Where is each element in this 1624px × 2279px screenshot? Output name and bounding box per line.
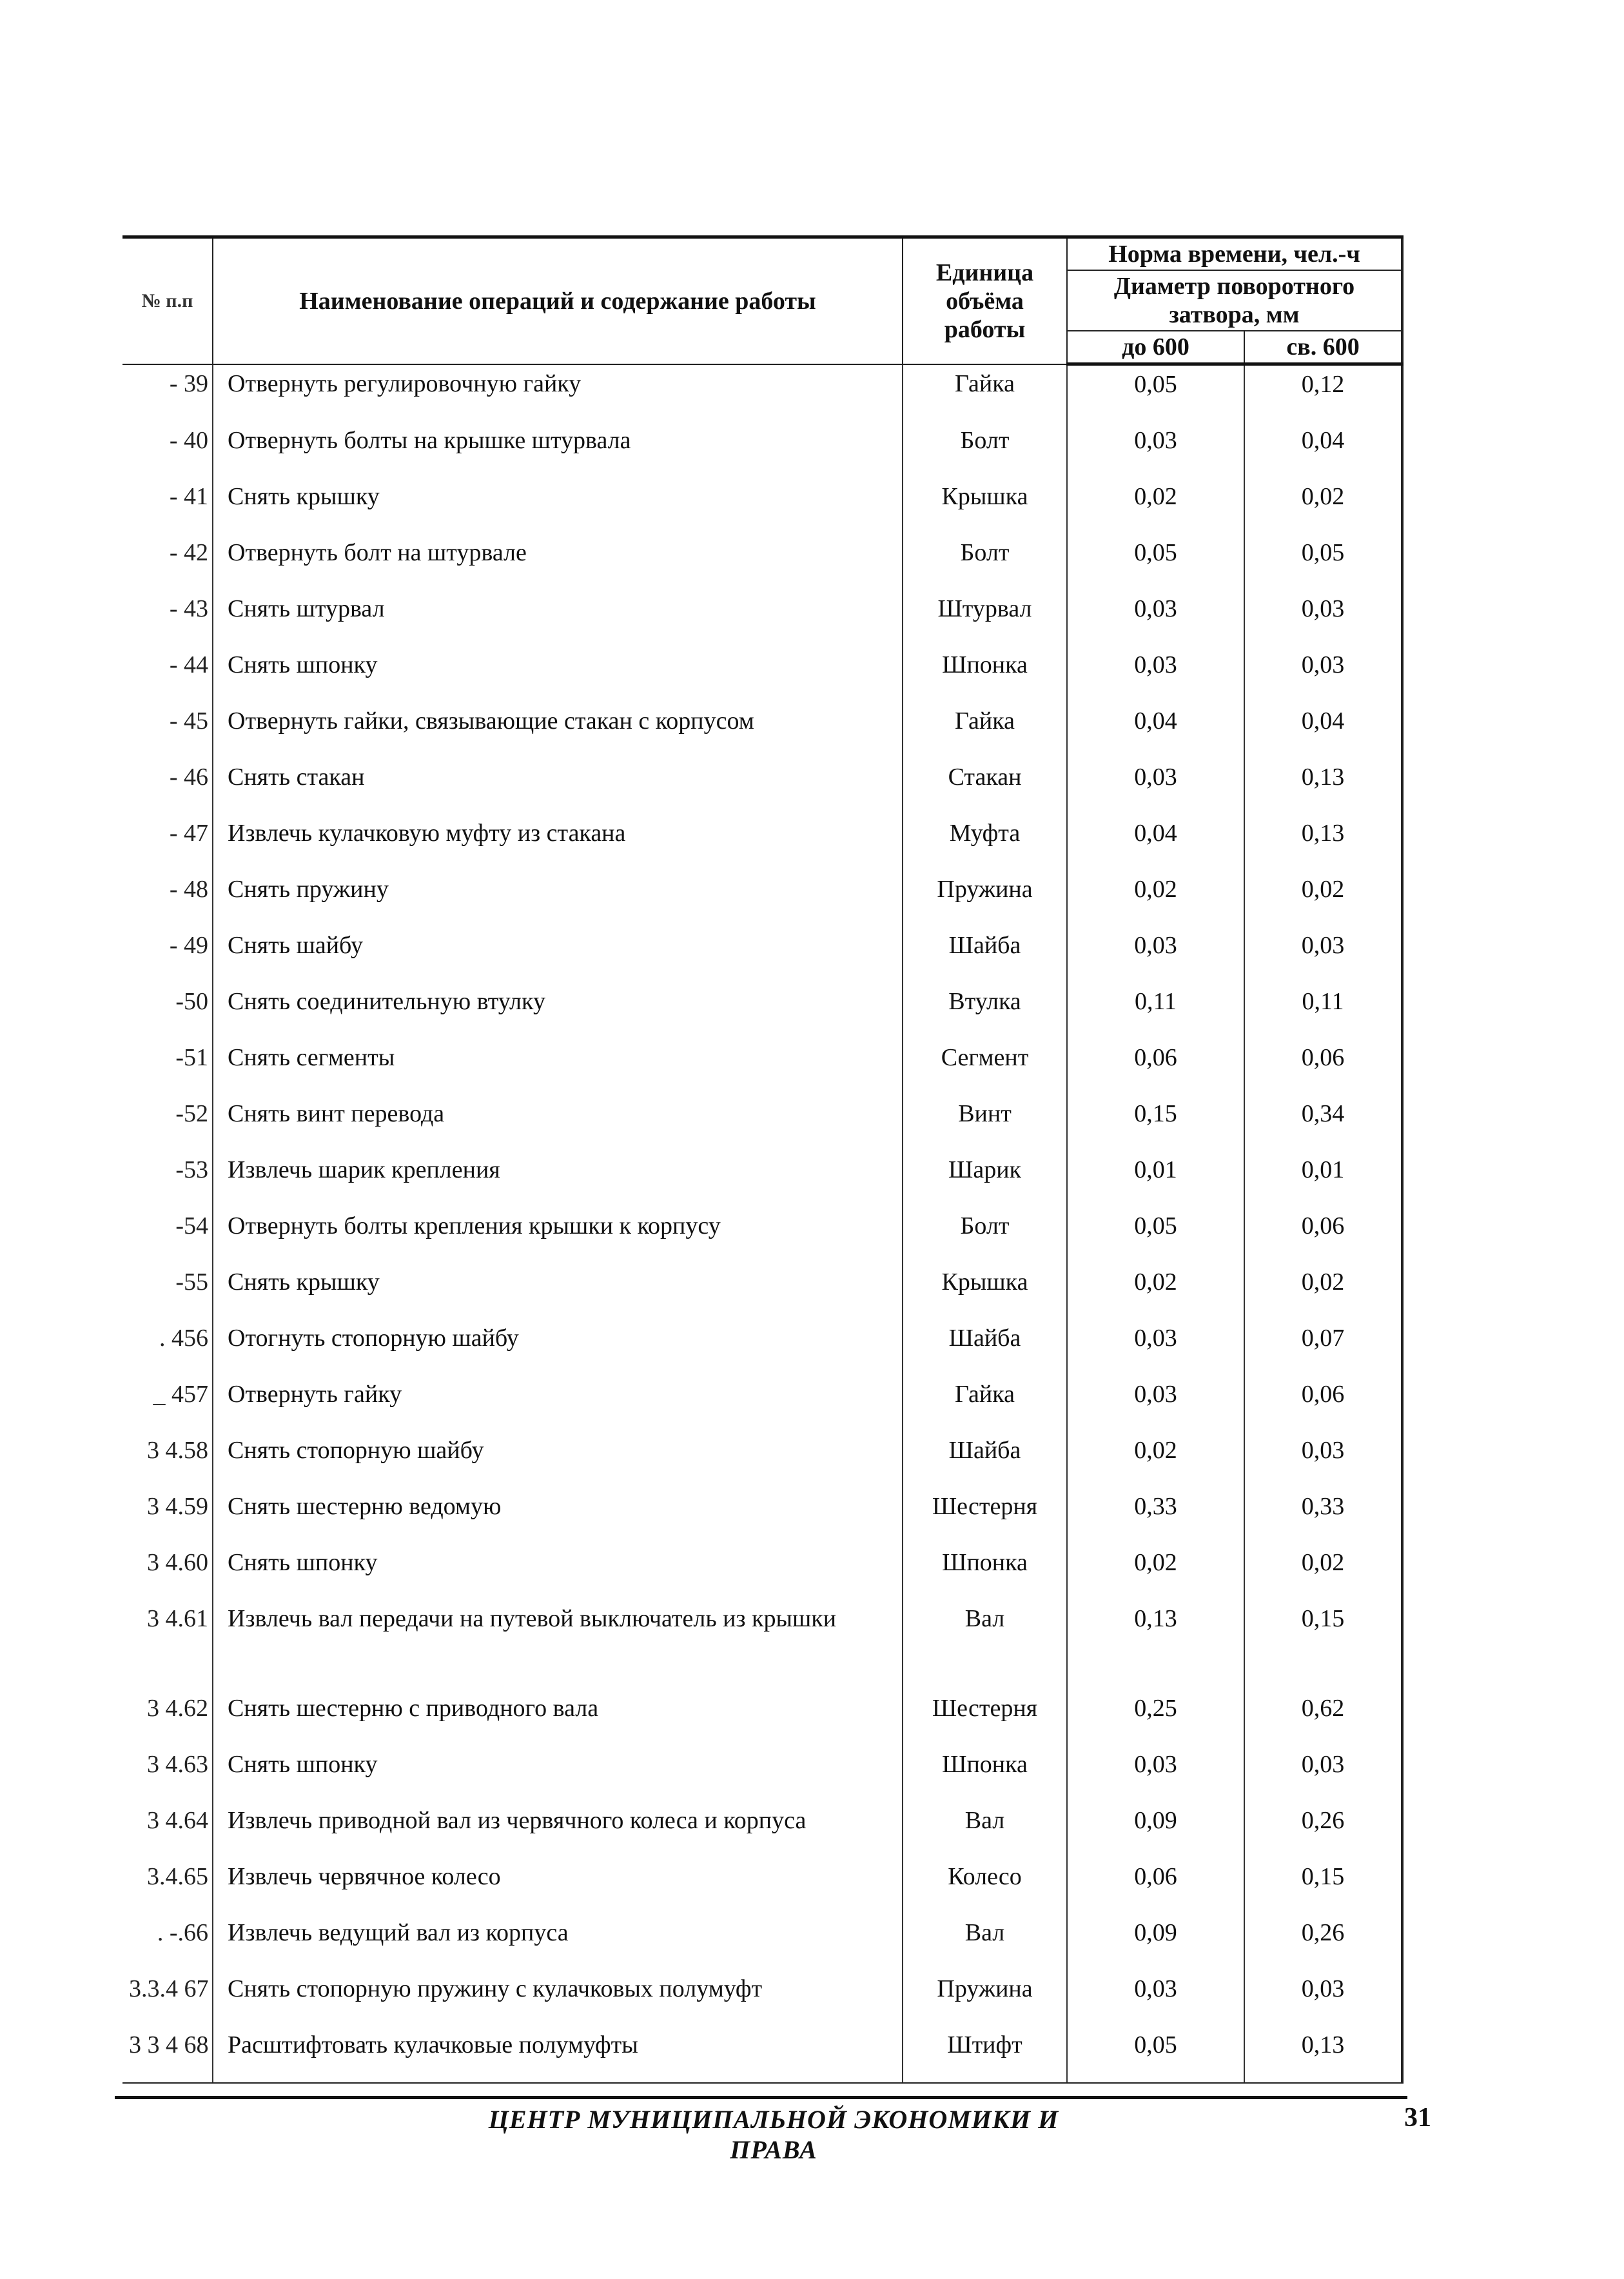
- row-number: - 48: [122, 871, 213, 927]
- norm-over-600: 0,02: [1244, 871, 1402, 927]
- footer-rule: [115, 2096, 1407, 2099]
- operation-name: Снять шпонку: [213, 1746, 903, 1802]
- table-row: [122, 814, 1402, 871]
- norm-over-600: 0,04: [1244, 422, 1402, 478]
- table-row: [122, 1319, 1402, 1376]
- norm-over-600: 0,62: [1244, 1690, 1402, 1746]
- operation-name: Отвернуть гайки, связывающие стакан с корпусом: [213, 702, 903, 758]
- table-row: [122, 1746, 1402, 1802]
- norm-up-to-600: 0,33: [1067, 1488, 1244, 1544]
- norm-over-600: 0,06: [1244, 1376, 1402, 1432]
- unit-of-work: Гайка: [903, 364, 1067, 422]
- table-row: [122, 534, 1402, 590]
- row-number: - 44: [122, 646, 213, 702]
- operation-name: Извлечь кулачковую муфту из стакана: [213, 814, 903, 871]
- operation-name: Снять крышку: [213, 478, 903, 534]
- norm-over-600: 0,02: [1244, 1544, 1402, 1600]
- norm-up-to-600: 0,01: [1067, 1151, 1244, 1207]
- norm-up-to-600: 0,04: [1067, 702, 1244, 758]
- row-number: - 49: [122, 927, 213, 983]
- operation-name: Извлечь приводной вал из червячного колеса и корпуса: [213, 1802, 903, 1858]
- norm-up-to-600: 0,04: [1067, 814, 1244, 871]
- operation-name: Отвернуть гайку: [213, 1376, 903, 1432]
- row-number: 3 4.59: [122, 1488, 213, 1544]
- norm-up-to-600: 0,03: [1067, 1970, 1244, 2026]
- operation-name: Извлечь шарик крепления: [213, 1151, 903, 1207]
- row-number: - 41: [122, 478, 213, 534]
- operation-name: Снять стакан: [213, 758, 903, 814]
- table-row: [122, 590, 1402, 646]
- page-number: 31: [1404, 2103, 1431, 2133]
- unit-of-work: Пружина: [903, 871, 1067, 927]
- norm-over-600: 0,11: [1244, 983, 1402, 1039]
- norm-over-600: 0,03: [1244, 927, 1402, 983]
- operation-name: Снять штурвал: [213, 590, 903, 646]
- norm-over-600: 0,06: [1244, 1039, 1402, 1095]
- row-number: -51: [122, 1039, 213, 1095]
- row-number: -50: [122, 983, 213, 1039]
- row-number: 3 4.60: [122, 1544, 213, 1600]
- norm-up-to-600: 0,03: [1067, 1319, 1244, 1376]
- norm-up-to-600: 0,05: [1067, 364, 1244, 422]
- table-row: [122, 1376, 1402, 1432]
- row-number: - 45: [122, 702, 213, 758]
- table-row: [122, 1095, 1402, 1151]
- unit-of-work: Шпонка: [903, 1544, 1067, 1600]
- unit-of-work: Стакан: [903, 758, 1067, 814]
- header-diameter: Диаметр поворотного затвора, мм: [1067, 270, 1402, 331]
- table-row: [122, 364, 1402, 422]
- norm-over-600: 0,13: [1244, 758, 1402, 814]
- row-number: - 43: [122, 590, 213, 646]
- operation-name: Извлечь вал передачи на путевой выключатель из крышки: [213, 1600, 903, 1690]
- norm-over-600: 0,15: [1244, 1858, 1402, 1914]
- unit-of-work: Штурвал: [903, 590, 1067, 646]
- row-number: - 40: [122, 422, 213, 478]
- norm-over-600: 0,03: [1244, 1746, 1402, 1802]
- row-number: -52: [122, 1095, 213, 1151]
- operation-name: Снять шайбу: [213, 927, 903, 983]
- norm-over-600: 0,15: [1244, 1600, 1402, 1690]
- unit-of-work: Винт: [903, 1095, 1067, 1151]
- norm-over-600: 0,06: [1244, 1207, 1402, 1263]
- norm-up-to-600: 0,05: [1067, 534, 1244, 590]
- norm-up-to-600: 0,02: [1067, 871, 1244, 927]
- norm-over-600: 0,13: [1244, 814, 1402, 871]
- norm-over-600: 0,02: [1244, 1263, 1402, 1319]
- row-number: -54: [122, 1207, 213, 1263]
- unit-of-work: Втулка: [903, 983, 1067, 1039]
- labor-norms-table: [122, 235, 1404, 2084]
- unit-of-work: Сегмент: [903, 1039, 1067, 1095]
- norm-up-to-600: 0,02: [1067, 478, 1244, 534]
- unit-of-work: Гайка: [903, 1376, 1067, 1432]
- unit-of-work: Пружина: [903, 1970, 1067, 2026]
- table-row: [122, 1432, 1402, 1488]
- norm-up-to-600: 0,09: [1067, 1914, 1244, 1970]
- unit-of-work: Шпонка: [903, 646, 1067, 702]
- table-row: [122, 927, 1402, 983]
- norm-up-to-600: 0,06: [1067, 1858, 1244, 1914]
- unit-of-work: Вал: [903, 1600, 1067, 1690]
- unit-of-work: Шарик: [903, 1151, 1067, 1207]
- norm-up-to-600: 0,03: [1067, 590, 1244, 646]
- table-row: [122, 983, 1402, 1039]
- table-row: [122, 1263, 1402, 1319]
- operation-name: Снять пружину: [213, 871, 903, 927]
- norm-up-to-600: 0,02: [1067, 1263, 1244, 1319]
- table-header: [122, 237, 1402, 364]
- table-row: [122, 702, 1402, 758]
- row-number: _ 457: [122, 1376, 213, 1432]
- unit-of-work: Крышка: [903, 478, 1067, 534]
- operation-name: Снять винт перевода: [213, 1095, 903, 1151]
- operation-name: Снять шпонку: [213, 646, 903, 702]
- header-norm: Норма времени, чел.-ч: [1067, 237, 1402, 271]
- row-number: 3 4.61: [122, 1600, 213, 1690]
- norm-over-600: 0,03: [1244, 1970, 1402, 2026]
- norm-over-600: 0,26: [1244, 1802, 1402, 1858]
- table-row: [122, 1039, 1402, 1095]
- table-row: [122, 758, 1402, 814]
- row-number: - 42: [122, 534, 213, 590]
- norm-up-to-600: 0,11: [1067, 983, 1244, 1039]
- table-row: [122, 646, 1402, 702]
- norm-up-to-600: 0,02: [1067, 1544, 1244, 1600]
- operation-name: Снять крышку: [213, 1263, 903, 1319]
- header-up-to-600: до 600: [1067, 331, 1244, 364]
- row-number: 3 4.58: [122, 1432, 213, 1488]
- header-over-600: св. 600: [1244, 331, 1402, 364]
- table-body: [122, 364, 1402, 2084]
- operation-name: Снять стопорную шайбу: [213, 1432, 903, 1488]
- norm-over-600: 0,02: [1244, 478, 1402, 534]
- unit-of-work: Шестерня: [903, 1488, 1067, 1544]
- row-number: 3 4.64: [122, 1802, 213, 1858]
- table-row: [122, 1690, 1402, 1746]
- operation-name: Снять шестерню с приводного вала: [213, 1690, 903, 1746]
- row-number: 3 3 4 68: [122, 2026, 213, 2083]
- table-row: [122, 1970, 1402, 2026]
- operation-name: Снять шпонку: [213, 1544, 903, 1600]
- norm-up-to-600: 0,06: [1067, 1039, 1244, 1095]
- norm-up-to-600: 0,15: [1067, 1095, 1244, 1151]
- row-number: 3 4.63: [122, 1746, 213, 1802]
- norm-over-600: 0,01: [1244, 1151, 1402, 1207]
- operation-name: Отогнуть стопорную шайбу: [213, 1319, 903, 1376]
- operation-name: Снять стопорную пружину с кулачковых полумуфт: [213, 1970, 903, 2026]
- norm-up-to-600: 0,09: [1067, 1802, 1244, 1858]
- row-number: . -.66: [122, 1914, 213, 1970]
- unit-of-work: Муфта: [903, 814, 1067, 871]
- operation-name: Отвернуть регулировочную гайку: [213, 364, 903, 422]
- footer-title: ЦЕНТР МУНИЦИПАЛЬНОЙ ЭКОНОМИКИ И ПРАВА: [488, 2105, 1059, 2164]
- norm-up-to-600: 0,02: [1067, 1432, 1244, 1488]
- row-number: 3.3.4 67: [122, 1970, 213, 2026]
- unit-of-work: Шестерня: [903, 1690, 1067, 1746]
- operation-name: Извлечь ведущий вал из корпуса: [213, 1914, 903, 1970]
- unit-of-work: Вал: [903, 1802, 1067, 1858]
- unit-of-work: Штифт: [903, 2026, 1067, 2083]
- norm-up-to-600: 0,05: [1067, 2026, 1244, 2083]
- norm-over-600: 0,07: [1244, 1319, 1402, 1376]
- norm-up-to-600: 0,03: [1067, 758, 1244, 814]
- unit-of-work: Гайка: [903, 702, 1067, 758]
- operation-name: Снять соединительную втулку: [213, 983, 903, 1039]
- norm-over-600: 0,03: [1244, 1432, 1402, 1488]
- norm-up-to-600: 0,03: [1067, 646, 1244, 702]
- row-number: -53: [122, 1151, 213, 1207]
- unit-of-work: Крышка: [903, 1263, 1067, 1319]
- unit-of-work: Вал: [903, 1914, 1067, 1970]
- table-row: [122, 1544, 1402, 1600]
- norm-up-to-600: 0,03: [1067, 422, 1244, 478]
- table-row: [122, 2026, 1402, 2083]
- table-row: [122, 1858, 1402, 1914]
- operation-name: Снять сегменты: [213, 1039, 903, 1095]
- norm-over-600: 0,26: [1244, 1914, 1402, 1970]
- unit-of-work: Шпонка: [903, 1746, 1067, 1802]
- row-number: 3.4.65: [122, 1858, 213, 1914]
- norm-over-600: 0,33: [1244, 1488, 1402, 1544]
- row-number: 3 4.62: [122, 1690, 213, 1746]
- header-num: № п.п: [122, 237, 213, 364]
- table-row: [122, 1207, 1402, 1263]
- unit-of-work: Болт: [903, 534, 1067, 590]
- norm-up-to-600: 0,25: [1067, 1690, 1244, 1746]
- table-row: [122, 1151, 1402, 1207]
- unit-of-work: Колесо: [903, 1858, 1067, 1914]
- operation-name: Отвернуть болты крепления крышки к корпусу: [213, 1207, 903, 1263]
- operation-name: Отвернуть болты на крышке штурвала: [213, 422, 903, 478]
- table-row: [122, 478, 1402, 534]
- operation-name: Расштифтовать кулачковые полумуфты: [213, 2026, 903, 2083]
- unit-of-work: Шайба: [903, 1319, 1067, 1376]
- row-number: -55: [122, 1263, 213, 1319]
- table-row: [122, 1914, 1402, 1970]
- norm-over-600: 0,03: [1244, 590, 1402, 646]
- norm-over-600: 0,05: [1244, 534, 1402, 590]
- table-row: [122, 1802, 1402, 1858]
- norm-up-to-600: 0,13: [1067, 1600, 1244, 1690]
- row-number: - 39: [122, 364, 213, 422]
- norm-over-600: 0,13: [1244, 2026, 1402, 2083]
- norm-over-600: 0,34: [1244, 1095, 1402, 1151]
- row-number: . 456: [122, 1319, 213, 1376]
- header-name: Наименование операций и содержание работы: [213, 237, 903, 364]
- norm-up-to-600: 0,03: [1067, 1746, 1244, 1802]
- norm-over-600: 0,03: [1244, 646, 1402, 702]
- unit-of-work: Болт: [903, 422, 1067, 478]
- norm-up-to-600: 0,05: [1067, 1207, 1244, 1263]
- table-row: [122, 871, 1402, 927]
- row-number: - 46: [122, 758, 213, 814]
- row-number: - 47: [122, 814, 213, 871]
- table-row: [122, 422, 1402, 478]
- unit-of-work: Шайба: [903, 1432, 1067, 1488]
- table-row: [122, 1488, 1402, 1544]
- operation-name: Снять шестерню ведомую: [213, 1488, 903, 1544]
- table-row: [122, 1600, 1402, 1690]
- operation-name: Извлечь червячное колесо: [213, 1858, 903, 1914]
- norm-up-to-600: 0,03: [1067, 927, 1244, 983]
- unit-of-work: Шайба: [903, 927, 1067, 983]
- operation-name: Отвернуть болт на штурвале: [213, 534, 903, 590]
- norm-over-600: 0,04: [1244, 702, 1402, 758]
- norm-up-to-600: 0,03: [1067, 1376, 1244, 1432]
- header-unit: Единица объёма работы: [903, 237, 1067, 364]
- unit-of-work: Болт: [903, 1207, 1067, 1263]
- norm-over-600: 0,12: [1244, 364, 1402, 422]
